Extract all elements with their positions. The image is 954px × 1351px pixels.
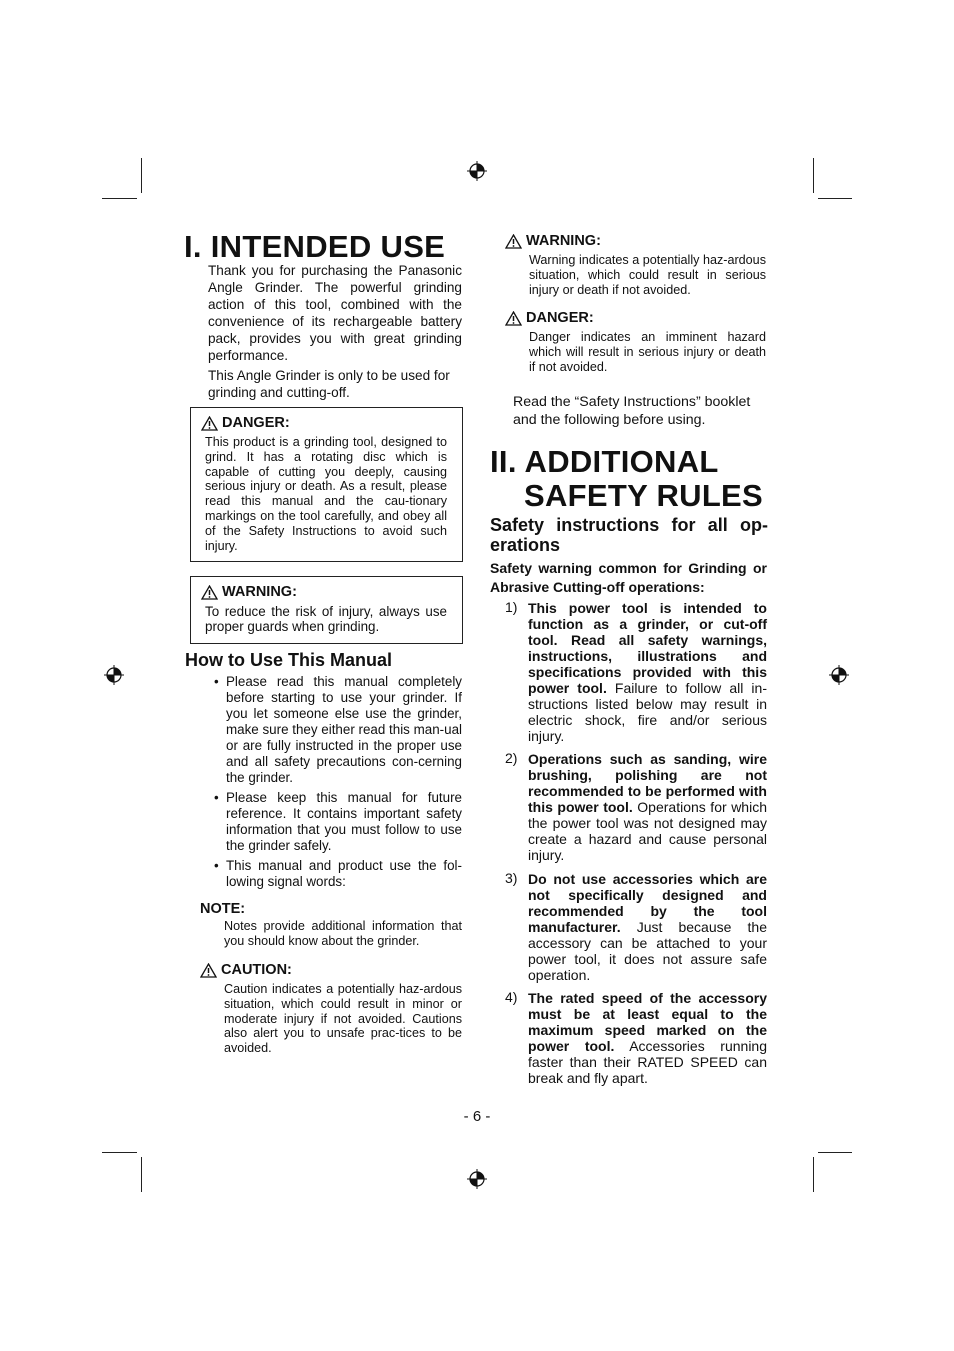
warning-label-text: WARNING: (222, 584, 297, 600)
section-title-additional-safety-line2: SAFETY RULES (524, 478, 764, 513)
crop-mark (141, 158, 142, 193)
warning-text: To reduce the risk of injury, always use proper guards when grinding. (205, 604, 447, 634)
item-number: 2) (505, 750, 518, 766)
section-title-intended-use: I. INTENDED USE (184, 229, 446, 264)
warning-triangle-icon (505, 234, 522, 249)
safety-item-text: Operations for which the power tool was not designed may create a hazard and cause personal injury. (528, 799, 767, 863)
warning-triangle-icon (200, 963, 217, 978)
intro-paragraph: Thank you for purchasing the Panasonic Angle Grinder. The powerful grinding action of this tool, combined with the convenience of its rechargeable battery pack, provides you with great grinding performance. (208, 263, 462, 363)
crop-mark (818, 198, 852, 199)
registration-mark-icon (467, 1169, 487, 1189)
warning-triangle-icon (201, 585, 218, 600)
caution-label-text: CAUTION: (221, 962, 292, 978)
registration-mark-icon (104, 665, 124, 685)
crop-mark (813, 158, 814, 193)
section-title-additional-safety: II. ADDITIONAL (490, 444, 719, 479)
warning-label-text: WARNING: (526, 233, 601, 249)
safety-item-bold: This power tool is intended to function as a grinder, or cut-off tool. Read all safety warnings, instructions, illustrations and specifications provided with this power tool. (528, 600, 767, 696)
item-number: 3) (505, 870, 518, 886)
subsection-title: Safety instructions for all op-erations (490, 515, 768, 555)
warning-label (505, 232, 601, 250)
safety-item-bold: The rated speed of the accessory must be at least equal to the maximum speed marked on the power tool. (528, 990, 767, 1054)
registration-mark-icon (467, 161, 487, 181)
safety-item-text: Just because the accessory can be attached to your power tool, it does not assure safe operation. (528, 919, 767, 983)
registration-mark-icon (829, 665, 849, 685)
crop-mark (813, 1157, 814, 1192)
how-to-use-title: How to Use This Manual (185, 650, 393, 670)
item-number: 4) (505, 989, 518, 1005)
safety-item (528, 871, 767, 983)
danger-box (190, 407, 463, 562)
danger-definition: Danger indicates an imminent hazard which will result in serious injury or death if not avoided. (529, 330, 766, 374)
item-number: 1) (505, 599, 518, 615)
danger-label (201, 414, 290, 432)
caution-text: Caution indicates a potentially haz-ardous situation, which could result in minor or moderate injury if not avoided. Cautions also alert you to unsafe prac-tices to be avoided. (224, 982, 462, 1056)
warning-label (201, 583, 297, 601)
safety-item (528, 990, 767, 1086)
safety-item-text: Failure to follow all in-structions listed below may result in electric shock, fire and/or serious injury. (528, 680, 767, 744)
warning-definition: Warning indicates a potentially haz-ardous situation, which could result in serious injury or death if not avoided. (529, 253, 766, 297)
crop-mark (141, 1157, 142, 1192)
caution-label (200, 961, 292, 979)
crop-mark (102, 1152, 137, 1153)
crop-mark (102, 198, 137, 199)
danger-label-text: DANGER: (526, 310, 594, 326)
warning-box (190, 576, 463, 644)
warning-triangle-icon (201, 416, 218, 431)
danger-text: This product is a grinding tool, designed to grind. It has a rotating disc which is capable of cutting you deeply, causing serious injury or death. As a result, please read this manual and the cau-tionary markings on the tool carefully, and obey all of the Safety Instructions to avoid such injury. (205, 435, 447, 553)
page-number: - 6 - (463, 1108, 491, 1125)
subsubsection-title: Safety warning common for Grinding or Abrasive Cutting-off operations: (490, 560, 767, 595)
warning-triangle-icon (505, 311, 522, 326)
safety-item-text: Accessories running faster than their RATED SPEED can break and fly apart. (528, 1038, 767, 1086)
crop-mark (818, 1152, 852, 1153)
danger-label (505, 309, 594, 327)
read-instructions-note: Read the “Safety Instructions” booklet and the following before using. (513, 394, 751, 428)
list-item: • This manual and product use the fol-lowing signal words: (214, 858, 462, 890)
safety-item (528, 600, 767, 744)
safety-item (528, 751, 767, 863)
safety-item-bold: Operations such as sanding, wire brushing, polishing are not recommended to be performed with this power tool. (528, 751, 767, 815)
note-text: Notes provide additional information that you should know about the grinder. (224, 919, 462, 948)
how-to-use-list (214, 674, 462, 894)
safety-item-bold: Do not use accessories which are not specifically designed and recommended by the tool manufacturer. (528, 871, 767, 935)
list-item: • Please read this manual completely before starting to use your grinder. If you let someone else use the grinder, make sure they either read this man-ual or are fully instructed in the proper use and all safety precautions con-cerning the grinder. (214, 674, 462, 786)
danger-label-text: DANGER: (222, 415, 290, 431)
intro-paragraph-usage: This Angle Grinder is only to be used for grinding and cutting-off. (208, 368, 450, 400)
note-label: NOTE: (200, 901, 246, 917)
list-item: • Please keep this manual for future reference. It contains important safety information that you must follow to use the grinder safely. (214, 790, 462, 854)
